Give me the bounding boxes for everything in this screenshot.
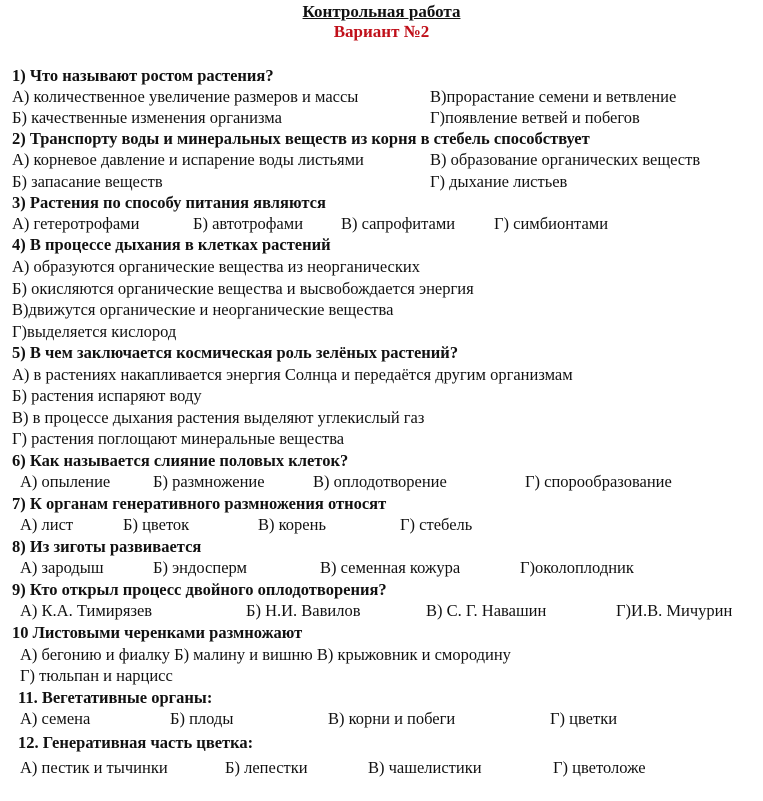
q4-option-b: Б) окисляются органические вещества и высвобождается энергия [12,279,474,298]
q9-option-g: Г)И.В. Мичурин [616,601,733,620]
question-6: 6) Как называется слияние половых клеток? [12,451,349,470]
q4-option-v: В)движутся органические и неорганические вещества [12,300,394,319]
q3-option-v: В) сапрофитами [341,214,456,233]
q12-option-b: Б) лепестки [225,758,308,777]
q9-option-b: Б) Н.И. Вавилов [246,601,361,620]
q7-option-g: Г) стебель [400,515,473,534]
q9-option-v: В) С. Г. Навашин [426,601,547,620]
question-5: 5) В чем заключается космическая роль зелёных растений? [12,343,459,362]
q5-option-b: Б) растения испаряют воду [12,386,202,405]
question-9: 9) Кто открыл процесс двойного оплодотворения? [12,580,387,599]
q6-option-a: А) опыление [20,472,111,491]
question-3: 3) Растения по способу питания являются [12,193,326,212]
q2-option-v: В) образование органических веществ [430,150,701,169]
q8-option-a: А) зародыш [20,558,104,577]
q12-option-g: Г) цветоложе [553,758,646,777]
q2-option-a: А) корневое давление и испарение воды листьями [12,150,364,169]
q5-option-a: А) в растениях накапливается энергия Солнца и передаётся другим организмам [12,365,573,384]
q6-option-v: В) оплодотворение [313,472,447,491]
q2-option-b: Б) запасание веществ [12,172,163,191]
q8-option-v: В) семенная кожура [320,558,461,577]
document-title: Контрольная работа [302,2,461,21]
q12-option-a: А) пестик и тычинки [20,758,168,777]
q9-option-a: А) К.А. Тимирязев [20,601,153,620]
q5-option-v: В) в процессе дыхания растения выделяют углекислый газ [12,408,425,427]
question-7: 7) К органам генеративного размножения относят [12,494,387,513]
q7-option-b: Б) цветок [123,515,190,534]
q6-option-b: Б) размножение [153,472,265,491]
q11-option-v: В) корни и побеги [328,709,456,728]
q10-option-g: Г) тюльпан и нарцисс [20,666,173,685]
question-10: 10 Листовыми черенками размножают [12,623,303,642]
q4-option-g: Г)выделяется кислород [12,322,177,341]
q7-option-v: В) корень [258,515,326,534]
q2-option-g: Г) дыхание листьев [430,172,568,191]
q11-option-g: Г) цветки [550,709,618,728]
question-11: 11. Вегетативные органы: [18,688,213,707]
question-2: 2) Транспорту воды и минеральных веществ из корня в стебель способствует [12,129,590,148]
q3-option-a: А) гетеротрофами [12,214,140,233]
q3-option-g: Г) симбионтами [494,214,609,233]
q12-option-v: В) чашелистики [368,758,482,777]
question-12: 12. Генеративная часть цветка: [18,733,254,752]
q7-option-a: А) лист [20,515,74,534]
question-4: 4) В процессе дыхания в клетках растений [12,235,331,254]
q1-option-b: Б) качественные изменения организма [12,108,282,127]
q8-option-b: Б) эндосперм [153,558,247,577]
q6-option-g: Г) спорообразование [525,472,672,491]
q11-option-b: Б) плоды [170,709,234,728]
variant-label: Вариант №2 [333,22,430,41]
q1-option-v: В)прорастание семени и ветвление [430,87,677,106]
q5-option-g: Г) растения поглощают минеральные вещества [12,429,345,448]
question-8: 8) Из зиготы развивается [12,537,202,556]
q1-option-g: Г)появление ветвей и побегов [430,108,640,127]
q1-option-a: А) количественное увеличение размеров и массы [12,87,359,106]
q3-option-b: Б) автотрофами [193,214,304,233]
q4-option-a: А) образуются органические вещества из неорганических [12,257,420,276]
q11-option-a: А) семена [20,709,91,728]
q8-option-g: Г)околоплодник [520,558,634,577]
question-1: 1) Что называют ростом растения? [12,66,274,85]
q10-options-abv: А) бегонию и фиалку Б) малину и вишню В) крыжовник и смородину [20,645,511,664]
